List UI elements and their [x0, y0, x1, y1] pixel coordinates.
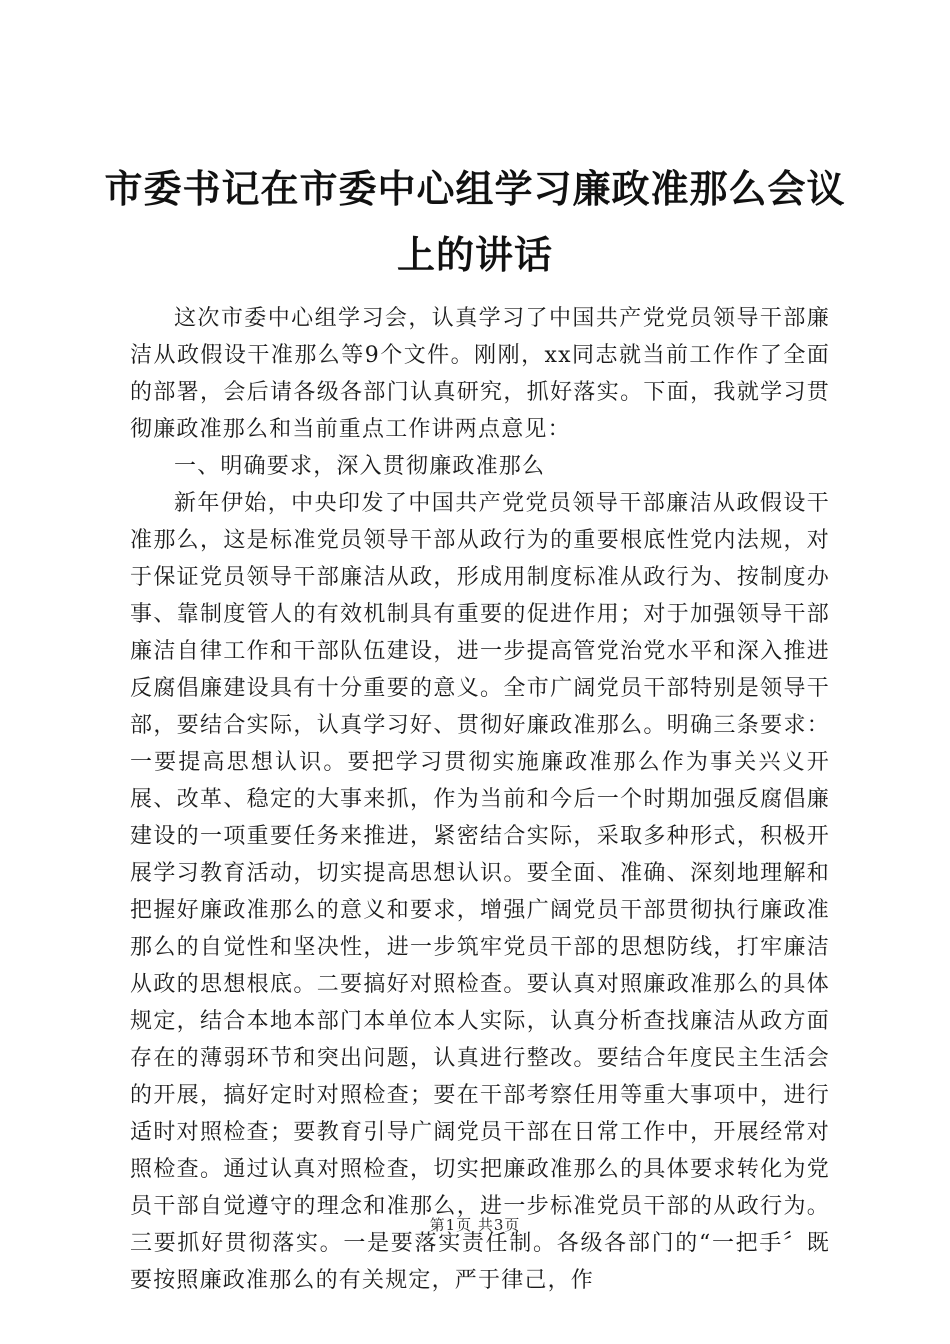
document-body: [130, 300, 830, 1299]
paragraph-intro: 这次市委中心组学习会，认真学习了中国共产党党员领导干部廉洁从政假设干准那么等9个文件。刚刚，xx同志就当前工作作了全面的部署，会后请各级各部门认真研究，抓好落实。下面，我就学习贯彻廉政准那么和当前重点工作讲两点意见：: [130, 306, 830, 442]
page-number-footer: 第1页 共3页: [429, 1216, 521, 1234]
document-title: 市委书记在市委中心组学习廉政准那么会议上的讲话: [104, 166, 846, 277]
paragraph-section-1: 新年伊始，中央印发了中国共产党党员领导干部廉洁从政假设干准那么，这是标准党员领导干部从政行为的重要根底性党内法规，对于保证党员领导干部廉洁从政，形成用制度标准从政行为、按制度办事、靠制度管人的有效机制具有重要的促进作用；对于加强领导干部廉洁自律工作和干部队伍建设，进一步提高管党治党水平和深入推进反腐倡廉建设具有十分重要的意义。全市广阔党员干部特别是领导干部，要结合实际，认真学习好、贯彻好廉政准那么。明确三条要求：一要提高思想认识。要把学习贯彻实施廉政准那么作为事关兴义开展、改革、稳定的大事来抓，作为当前和今后一个时期加强反腐倡廉建设的一项重要任务来推进，紧密结合实际，采取多种形式，积极开展学习教育活动，切实提高思想认识。要全面、准确、深刻地理解和把握好廉政准那么的意义和要求，增强广阔党员干部贯彻执行廉政准那么的自觉性和坚决性，进一步筑牢党员干部的思想防线，打牢廉洁从政的思想根底。二要搞好对照检查。要认真对照廉政准那么的具体规定，结合本地本部门本单位本人实际，认真分析查找廉洁从政方面存在的薄弱环节和突出问题，认真进行整改。要结合年度民主生活会的开展，搞好定时对照检查；要在干部考察任用等重大事项中，进行适时对照检查；要教育引导广阔党员干部在日常工作中，开展经常对照检查。通过认真对照检查，切实把廉政准那么的具体要求转化为党员干部自觉遵守的理念和准那么，进一步标准党员干部的从政行为。三要抓好贯彻落实。一是要落实责任制。各级各部门的“一把手〞既要按照廉政准那么的有关规定，严于律己，作: [130, 491, 830, 1293]
section-heading-1: 一、明确要求，深入贯彻廉政准那么: [174, 454, 546, 479]
